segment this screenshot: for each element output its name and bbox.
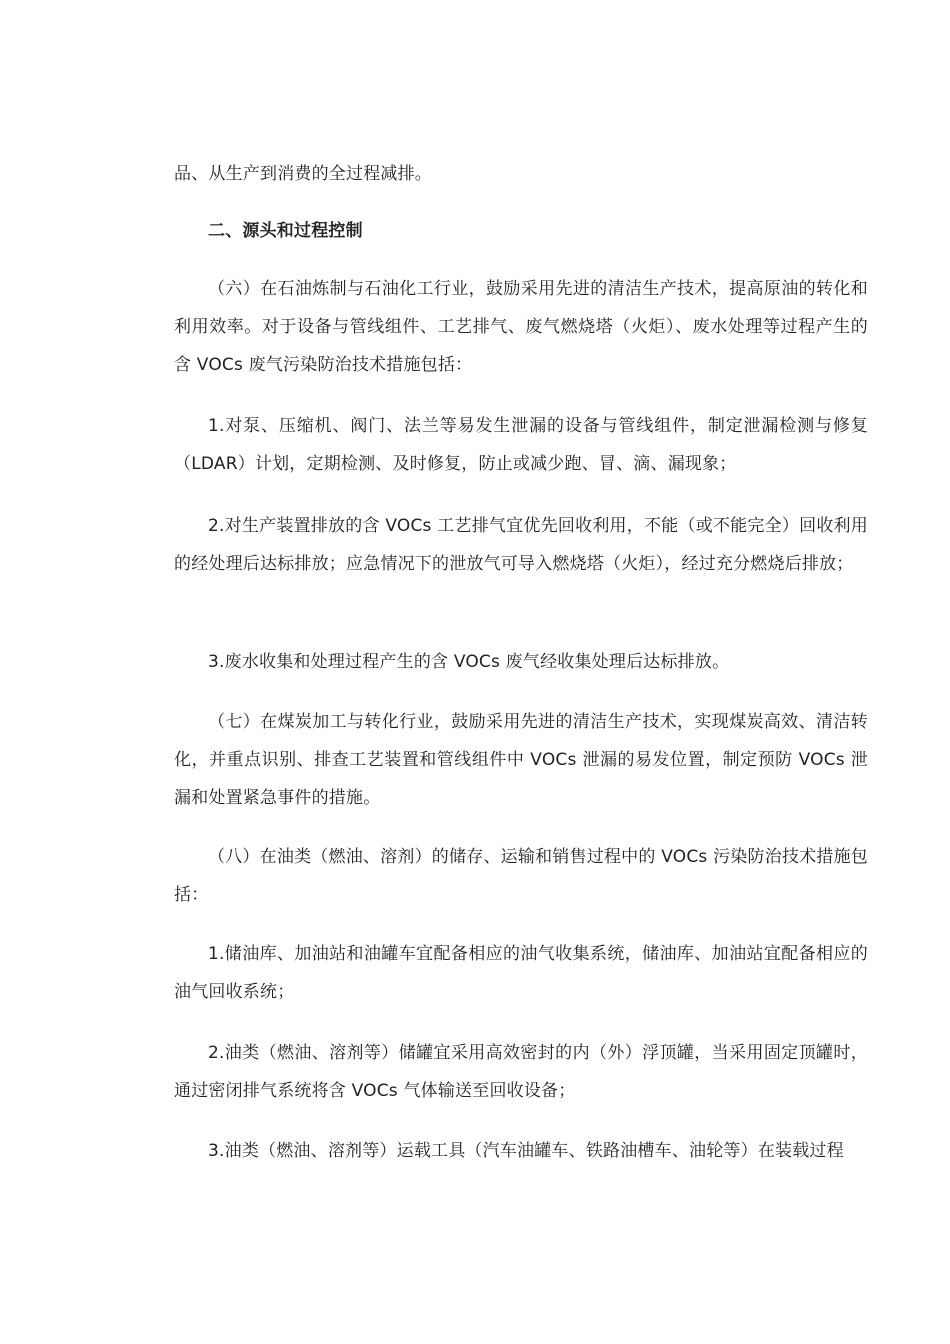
paragraph-continuation: 品、从生产到消费的全过程减排。 xyxy=(174,164,432,184)
paragraph-item-6-2: 2.对生产装置排放的含 VOCs 工艺排气宜优先回收利用，不能（或不能完全）回收利用的经处理后达标排放；应急情况下的泄放气可导入燃烧塔（火炬），经过充分燃烧后排放； xyxy=(174,516,868,574)
paragraph-item-6: （六）在石油炼制与石油化工行业，鼓励采用先进的清洁生产技术，提高原油的转化和利用效率。对于设备与管线组件、工艺排气、废气燃烧塔（火炬）、废水处理等过程产生的含 VOCs 废气污染防治技术措施包括： xyxy=(174,279,868,375)
paragraph-item-8-2: 2.油类（燃油、溶剂等）储罐宜采用高效密封的内（外）浮顶罐，当采用固定顶罐时，通过密闭排气系统将含 VOCs 气体输送至回收设备； xyxy=(174,1043,868,1101)
paragraph-item-7: （七）在煤炭加工与转化行业，鼓励采用先进的清洁生产技术，实现煤炭高效、清洁转化，并重点识别、排查工艺装置和管线组件中 VOCs 泄漏的易发位置，制定预防 VOCs 泄漏和处置紧急事件的措施。 xyxy=(174,712,868,808)
paragraph-item-6-3: 3.废水收集和处理过程产生的含 VOCs 废气经收集处理后达标排放。 xyxy=(208,652,730,672)
paragraph-item-6-1: 1.对泵、压缩机、阀门、法兰等易发生泄漏的设备与管线组件，制定泄漏检测与修复（LDAR）计划，定期检测、及时修复，防止或减少跑、冒、滴、漏现象； xyxy=(174,416,868,474)
paragraph-item-8-3: 3.油类（燃油、溶剂等）运载工具（汽车油罐车、铁路油槽车、油轮等）在装载过程 xyxy=(208,1141,844,1161)
paragraph-item-8: （八）在油类（燃油、溶剂）的储存、运输和销售过程中的 VOCs 污染防治技术措施包括： xyxy=(174,847,868,905)
section-heading: 二、源头和过程控制 xyxy=(208,221,363,241)
paragraph-item-8-1: 1.储油库、加油站和油罐车宜配备相应的油气收集系统，储油库、加油站宜配备相应的油气回收系统； xyxy=(174,944,868,1002)
